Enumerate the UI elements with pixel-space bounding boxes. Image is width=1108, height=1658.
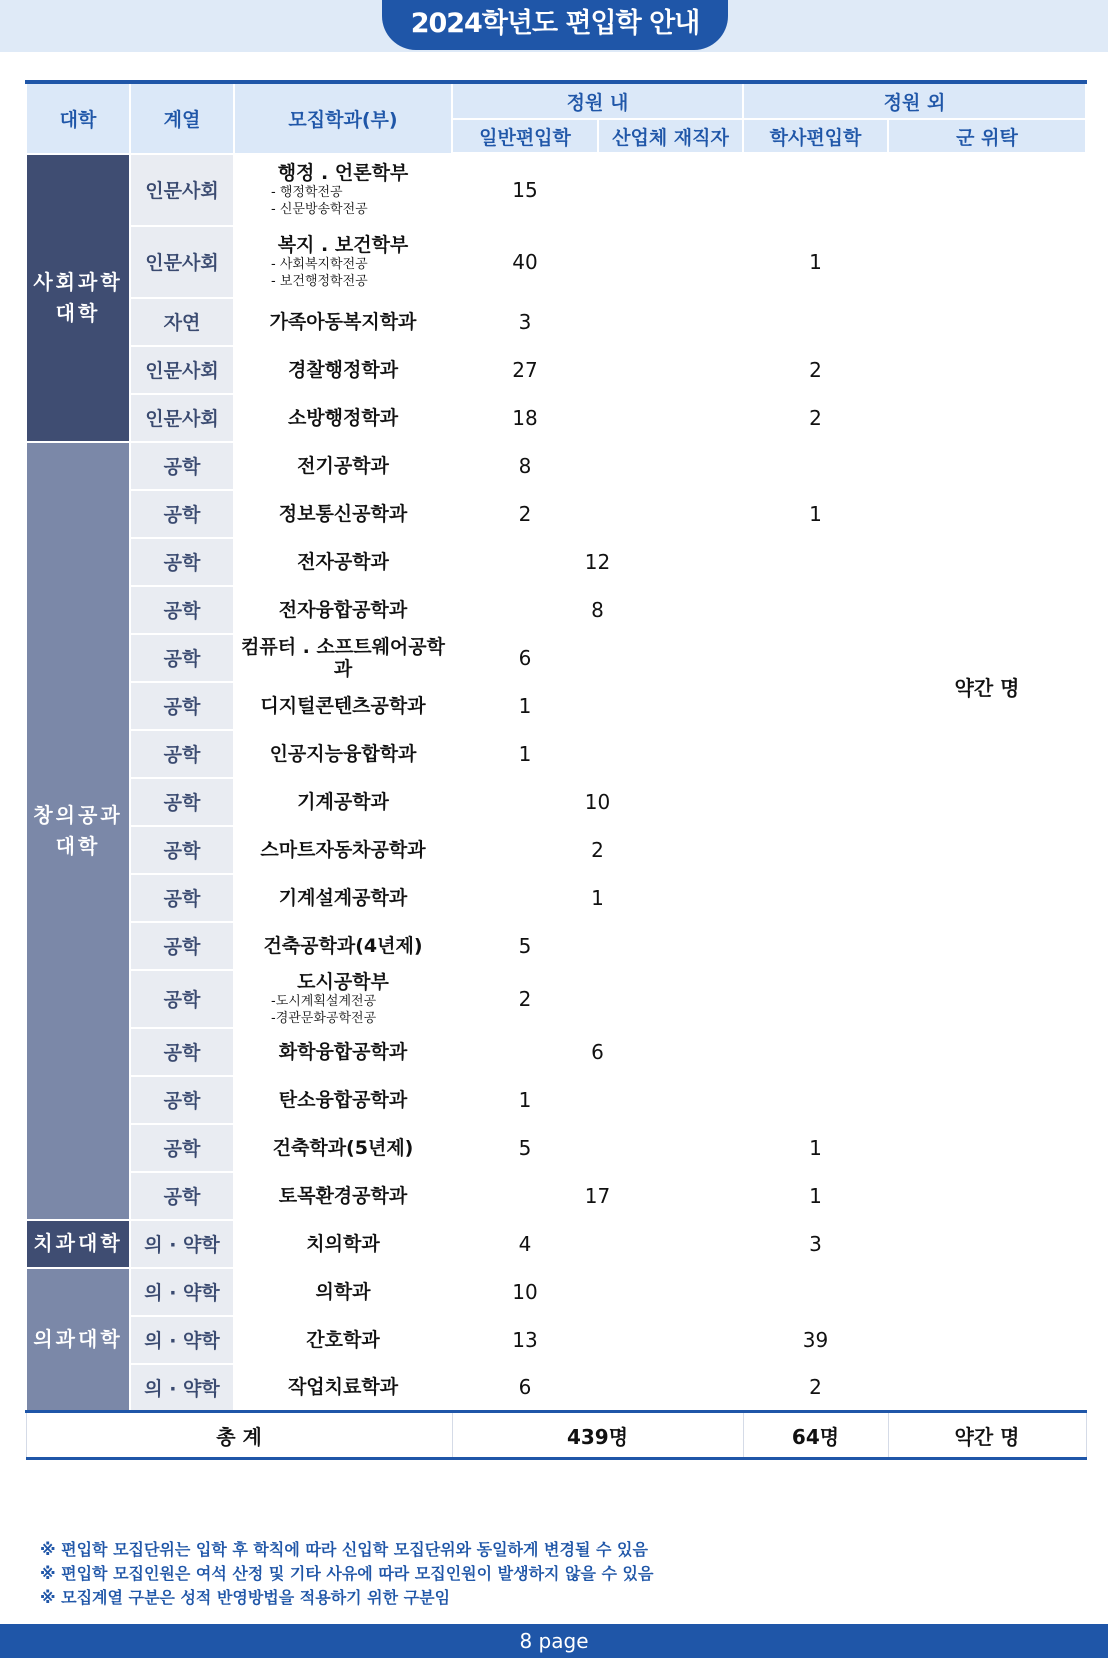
department-cell xyxy=(234,874,452,922)
category-cell: 공학 xyxy=(130,1172,234,1220)
quota-in-merged-cell: 12 xyxy=(452,538,743,586)
bachelor-transfer-cell: 3 xyxy=(743,1220,888,1268)
industry-worker-cell xyxy=(598,730,743,778)
notes xyxy=(40,1538,653,1610)
general-transfer-cell: 3 xyxy=(452,298,598,346)
category-cell: 인문사회 xyxy=(130,154,234,226)
bachelor-transfer-cell xyxy=(743,442,888,490)
category-cell: 의 · 약학 xyxy=(130,1364,234,1412)
bachelor-transfer-cell xyxy=(743,970,888,1028)
admission-table xyxy=(25,80,1087,1460)
general-transfer-cell: 6 xyxy=(452,1364,598,1412)
college-cell: 사회과학 대학 xyxy=(26,154,130,442)
general-transfer-cell: 15 xyxy=(452,154,598,226)
quota-in-merged-cell: 6 xyxy=(452,1028,743,1076)
general-transfer-cell: 5 xyxy=(452,1124,598,1172)
col-industry-worker: 산업체 재직자 xyxy=(598,119,743,154)
note-line: ※ 편입학 모집단위는 입학 후 학칙에 따라 신입학 모집단위와 동일하게 변경될 수 있음 xyxy=(40,1540,648,1559)
department-name: 건축학과(5년제) xyxy=(272,1136,414,1159)
industry-worker-cell xyxy=(598,1220,743,1268)
total-label: 총 계 xyxy=(26,1412,452,1459)
military-empty-cell xyxy=(888,1316,1086,1364)
quota-in-merged-cell: 1 xyxy=(452,874,743,922)
general-transfer-cell: 40 xyxy=(452,226,598,298)
department-name: 치의학과 xyxy=(306,1232,380,1255)
department-name: 복지 . 보건학부 xyxy=(277,233,409,256)
department-cell xyxy=(234,634,452,682)
bachelor-transfer-cell xyxy=(743,538,888,586)
department-name: 스마트자동차공학과 xyxy=(260,838,426,861)
department-name: 전자융합공학과 xyxy=(278,598,408,621)
total-row xyxy=(26,1412,1086,1459)
bachelor-transfer-cell xyxy=(743,922,888,970)
industry-worker-cell xyxy=(598,970,743,1028)
category-cell: 의 · 약학 xyxy=(130,1220,234,1268)
department-cell xyxy=(234,1220,452,1268)
category-cell: 공학 xyxy=(130,874,234,922)
department-name: 도시공학부 xyxy=(297,970,389,993)
department-cell xyxy=(234,1028,452,1076)
department-name: 작업치료학과 xyxy=(287,1376,399,1399)
total-military: 약간 명 xyxy=(888,1412,1086,1459)
category-cell: 공학 xyxy=(130,682,234,730)
department-cell xyxy=(234,1268,452,1316)
col-category: 계열 xyxy=(130,82,234,154)
bachelor-transfer-cell: 2 xyxy=(743,394,888,442)
bachelor-transfer-cell xyxy=(743,730,888,778)
quota-in-merged-cell: 8 xyxy=(452,586,743,634)
department-cell xyxy=(234,1124,452,1172)
industry-worker-cell xyxy=(598,922,743,970)
general-transfer-cell: 5 xyxy=(452,922,598,970)
department-cell xyxy=(234,1316,452,1364)
total-quota-in: 439명 xyxy=(452,1412,743,1459)
bachelor-transfer-cell xyxy=(743,778,888,826)
category-cell: 공학 xyxy=(130,778,234,826)
department-cell xyxy=(234,586,452,634)
quota-in-merged-cell: 17 xyxy=(452,1172,743,1220)
category-cell: 의 · 약학 xyxy=(130,1268,234,1316)
category-cell: 공학 xyxy=(130,1076,234,1124)
department-cell xyxy=(234,394,452,442)
general-transfer-cell: 1 xyxy=(452,730,598,778)
department-cell xyxy=(234,226,452,298)
department-cell xyxy=(234,1364,452,1412)
department-name: 가족아동복지학과 xyxy=(269,310,417,333)
general-transfer-cell: 18 xyxy=(452,394,598,442)
general-transfer-cell: 4 xyxy=(452,1220,598,1268)
bachelor-transfer-cell: 1 xyxy=(743,1124,888,1172)
bachelor-transfer-cell xyxy=(743,586,888,634)
industry-worker-cell xyxy=(598,682,743,730)
department-name: 기계공학과 xyxy=(297,790,389,813)
department-cell xyxy=(234,298,452,346)
col-general-transfer: 일반편입학 xyxy=(452,119,598,154)
general-transfer-cell: 6 xyxy=(452,634,598,682)
page-footer: 8 page xyxy=(0,1624,1108,1658)
department-cell xyxy=(234,346,452,394)
category-cell: 자연 xyxy=(130,298,234,346)
industry-worker-cell xyxy=(598,346,743,394)
industry-worker-cell xyxy=(598,298,743,346)
department-major: -도시계획설계전공 xyxy=(271,993,377,1009)
table-row xyxy=(26,1220,1086,1268)
military-empty-cell xyxy=(888,1364,1086,1412)
department-cell xyxy=(234,490,452,538)
bachelor-transfer-cell xyxy=(743,682,888,730)
department-cell xyxy=(234,970,452,1028)
col-college: 대학 xyxy=(26,82,130,154)
total-bachelor: 64명 xyxy=(743,1412,888,1459)
category-cell: 공학 xyxy=(130,730,234,778)
table-row xyxy=(26,1316,1086,1364)
general-transfer-cell: 2 xyxy=(452,490,598,538)
category-cell: 인문사회 xyxy=(130,226,234,298)
category-cell: 인문사회 xyxy=(130,394,234,442)
department-major: -경관문화공학전공 xyxy=(271,1010,377,1026)
category-cell: 의 · 약학 xyxy=(130,1316,234,1364)
industry-worker-cell xyxy=(598,226,743,298)
industry-worker-cell xyxy=(598,1268,743,1316)
table-row xyxy=(26,154,1086,226)
department-name: 화학융합공학과 xyxy=(278,1040,408,1063)
quota-in-merged-cell: 10 xyxy=(452,778,743,826)
department-cell xyxy=(234,1172,452,1220)
table-row xyxy=(26,1268,1086,1316)
department-name: 간호학과 xyxy=(306,1328,380,1351)
category-cell: 공학 xyxy=(130,490,234,538)
military-empty-cell xyxy=(888,1268,1086,1316)
college-cell: 창의공과 대학 xyxy=(26,442,130,1220)
category-cell: 인문사회 xyxy=(130,346,234,394)
general-transfer-cell: 1 xyxy=(452,1076,598,1124)
table-body xyxy=(26,154,1086,1459)
department-name: 행정 . 언론학부 xyxy=(277,161,409,184)
department-cell xyxy=(234,538,452,586)
department-cell xyxy=(234,730,452,778)
department-cell xyxy=(234,922,452,970)
department-name: 소방행정학과 xyxy=(287,406,399,429)
bachelor-transfer-cell xyxy=(743,1268,888,1316)
college-cell: 의과대학 xyxy=(26,1268,130,1412)
category-cell: 공학 xyxy=(130,1124,234,1172)
general-transfer-cell: 2 xyxy=(452,970,598,1028)
col-quota-out: 정원 외 xyxy=(743,82,1086,119)
bachelor-transfer-cell xyxy=(743,1028,888,1076)
department-major: - 사회복지학전공 xyxy=(271,256,368,272)
department-cell xyxy=(234,1076,452,1124)
military-cell: 약간 명 xyxy=(888,154,1086,1220)
department-major: - 신문방송학전공 xyxy=(271,201,368,217)
department-name: 경찰행정학과 xyxy=(287,358,399,381)
general-transfer-cell: 10 xyxy=(452,1268,598,1316)
department-name: 건축공학과(4년제) xyxy=(263,934,423,957)
category-cell: 공학 xyxy=(130,634,234,682)
category-cell: 공학 xyxy=(130,826,234,874)
category-cell: 공학 xyxy=(130,442,234,490)
department-major: - 행정학전공 xyxy=(271,184,343,200)
industry-worker-cell xyxy=(598,1076,743,1124)
department-cell xyxy=(234,826,452,874)
department-name: 정보통신공학과 xyxy=(278,502,408,525)
category-cell: 공학 xyxy=(130,1028,234,1076)
department-name: 인공지능융합학과 xyxy=(269,742,417,765)
category-cell: 공학 xyxy=(130,922,234,970)
bachelor-transfer-cell xyxy=(743,154,888,226)
bachelor-transfer-cell: 2 xyxy=(743,346,888,394)
note-line: ※ 편입학 모집인원은 여석 산정 및 기타 사유에 따라 모집인원이 발생하지 않을 수 있음 xyxy=(40,1564,654,1583)
general-transfer-cell: 1 xyxy=(452,682,598,730)
bachelor-transfer-cell xyxy=(743,1076,888,1124)
department-name: 기계설계공학과 xyxy=(278,886,408,909)
bachelor-transfer-cell: 1 xyxy=(743,490,888,538)
bachelor-transfer-cell xyxy=(743,634,888,682)
page-title: 2024학년도 편입학 안내 xyxy=(382,0,728,50)
col-military: 군 위탁 xyxy=(888,119,1086,154)
table-row xyxy=(26,1364,1086,1412)
department-name: 전자공학과 xyxy=(297,550,389,573)
bachelor-transfer-cell: 39 xyxy=(743,1316,888,1364)
general-transfer-cell: 8 xyxy=(452,442,598,490)
military-empty-cell xyxy=(888,1220,1086,1268)
industry-worker-cell xyxy=(598,1316,743,1364)
department-cell xyxy=(234,442,452,490)
industry-worker-cell xyxy=(598,490,743,538)
note-line: ※ 모집계열 구분은 성적 반영방법을 적용하기 위한 구분임 xyxy=(40,1588,451,1607)
industry-worker-cell xyxy=(598,154,743,226)
col-quota-in: 정원 내 xyxy=(452,82,743,119)
bachelor-transfer-cell xyxy=(743,298,888,346)
category-cell: 공학 xyxy=(130,538,234,586)
college-cell: 치과대학 xyxy=(26,1220,130,1268)
department-name: 탄소융합공학과 xyxy=(278,1088,408,1111)
department-name: 의학과 xyxy=(315,1280,371,1303)
category-cell: 공학 xyxy=(130,970,234,1028)
category-cell: 공학 xyxy=(130,586,234,634)
quota-in-merged-cell: 2 xyxy=(452,826,743,874)
department-cell xyxy=(234,154,452,226)
industry-worker-cell xyxy=(598,634,743,682)
department-major: - 보건행정학전공 xyxy=(271,273,368,289)
general-transfer-cell: 13 xyxy=(452,1316,598,1364)
industry-worker-cell xyxy=(598,394,743,442)
department-cell xyxy=(234,682,452,730)
department-name: 전기공학과 xyxy=(297,454,389,477)
industry-worker-cell xyxy=(598,442,743,490)
department-name: 토목환경공학과 xyxy=(278,1184,408,1207)
col-bachelor-transfer: 학사편입학 xyxy=(743,119,888,154)
department-name: 컴퓨터 . 소프트웨어공학과 xyxy=(241,635,445,680)
bachelor-transfer-cell: 1 xyxy=(743,1172,888,1220)
industry-worker-cell xyxy=(598,1364,743,1412)
department-cell xyxy=(234,778,452,826)
bachelor-transfer-cell: 1 xyxy=(743,226,888,298)
col-department: 모집학과(부) xyxy=(234,82,452,154)
industry-worker-cell xyxy=(598,1124,743,1172)
bachelor-transfer-cell xyxy=(743,874,888,922)
department-name: 디지털콘텐츠공학과 xyxy=(260,694,426,717)
general-transfer-cell: 27 xyxy=(452,346,598,394)
bachelor-transfer-cell: 2 xyxy=(743,1364,888,1412)
bachelor-transfer-cell xyxy=(743,826,888,874)
